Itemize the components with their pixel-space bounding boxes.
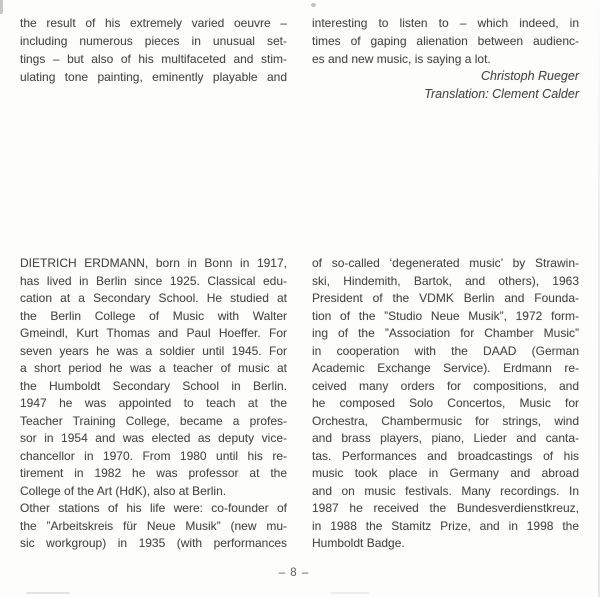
- text-line: tas. Performances and broadcastings of his: [312, 448, 579, 463]
- text-line: College of the Art (HdK), also at Berlin.: [20, 483, 227, 498]
- text-line: es and new music, is saying a lot.: [312, 52, 491, 66]
- text-line: times of gaping alienation between audienc-: [312, 34, 579, 48]
- credits-block: [312, 68, 579, 103]
- intro-right-column: [312, 14, 579, 68]
- text-line: DIETRICH ERDMANN, born in Bonn in 1917,: [20, 256, 287, 270]
- page-number: – 8 –: [278, 567, 310, 579]
- text-line: and on music festivals. Many recordings. In: [312, 483, 579, 498]
- text-line: seven years he was a soldier until 1945. For: [20, 343, 287, 358]
- bio-right-column: [312, 255, 579, 553]
- text-line: sic workgroup) in 1935 (with performances: [20, 536, 287, 550]
- scan-artifact-smudge: [26, 592, 70, 594]
- text-line: Other stations of his life were: co-founder of: [20, 501, 287, 515]
- text-line: the ”Arbeitskreis für Neue Musik” (new mu-: [20, 518, 287, 533]
- text-line: ceived many orders for compositions, and: [312, 378, 579, 393]
- text-line: and brass players, piano, Lieder and canta-: [312, 431, 579, 445]
- text-line: tings – but also of his multifaceted and stim-: [20, 52, 287, 66]
- text-line: 1987 he received the Bundesverdienstkreuz,: [312, 501, 579, 515]
- text-line: sor in 1954 and was elected as deputy vice-: [20, 431, 287, 445]
- text-line: Academic Exchange Service). Erdmann re-: [312, 361, 579, 375]
- text-line: Teacher Training College, became a profes-: [20, 413, 287, 428]
- text-line: President of the VDMK Berlin and Founda-: [312, 291, 579, 305]
- text-line: music took place in Germany and abroad: [312, 466, 579, 480]
- text-line: in cooperation with the DAAD (German: [312, 343, 579, 358]
- bio-left-column: [20, 255, 287, 553]
- text-line: he composed Solo Concertos, Music for: [312, 396, 579, 410]
- text-line: ski, Hindemith, Bartok, and others), 1963: [312, 273, 579, 288]
- text-line: including numerous pieces in unusual set-: [20, 34, 287, 48]
- intro-left-column: [20, 14, 287, 86]
- text-line: Orchestra, Chambermusic for strings, wind: [312, 413, 579, 428]
- text-line: Gmeindl, Kurt Thomas and Paul Hoeffer. For: [20, 326, 287, 340]
- text-line: tirement in 1982 he was professor at the: [20, 466, 287, 480]
- text-line: chancellor in 1970. From 1980 until his re-: [20, 448, 287, 463]
- text-line: cation at a Secondary School. He studied at: [20, 291, 287, 305]
- text-line: interesting to listen to – which indeed, in: [312, 16, 579, 30]
- text-line: the Berlin College of Music with Walter: [20, 308, 287, 323]
- text-line: Humboldt Badge.: [312, 536, 405, 550]
- text-line: 1947 he was appointed to teach at the: [20, 396, 287, 410]
- text-line: of so-called ‘degenerated music’ by Strawin-: [312, 256, 579, 270]
- text-line: tion of the ”Studio Neue Musik”, 1972 form-: [312, 308, 579, 323]
- scan-artifact-smudge: [330, 592, 370, 594]
- text-line: has lived in Berlin since 1925. Classical edu-: [20, 273, 287, 288]
- scan-artifact-corner: [0, 0, 3, 14]
- text-line: ing of the ”Association for Chamber Music”: [312, 326, 579, 340]
- scan-artifact-speck: [311, 3, 316, 7]
- text-line: the Humboldt Secondary School in Berlin.: [20, 378, 287, 393]
- text-line: the result of his extremely varied oeuvre –: [20, 16, 287, 30]
- author-credit: Christoph Rueger: [481, 69, 579, 83]
- text-line: a short period he was a teacher of music at: [20, 361, 287, 375]
- text-line: ulating tone painting, eminently playable and: [20, 70, 287, 84]
- translator-credit: Translation: Clement Calder: [424, 86, 579, 101]
- text-line: in 1988 the Stamitz Prize, and in 1998 the: [312, 518, 579, 533]
